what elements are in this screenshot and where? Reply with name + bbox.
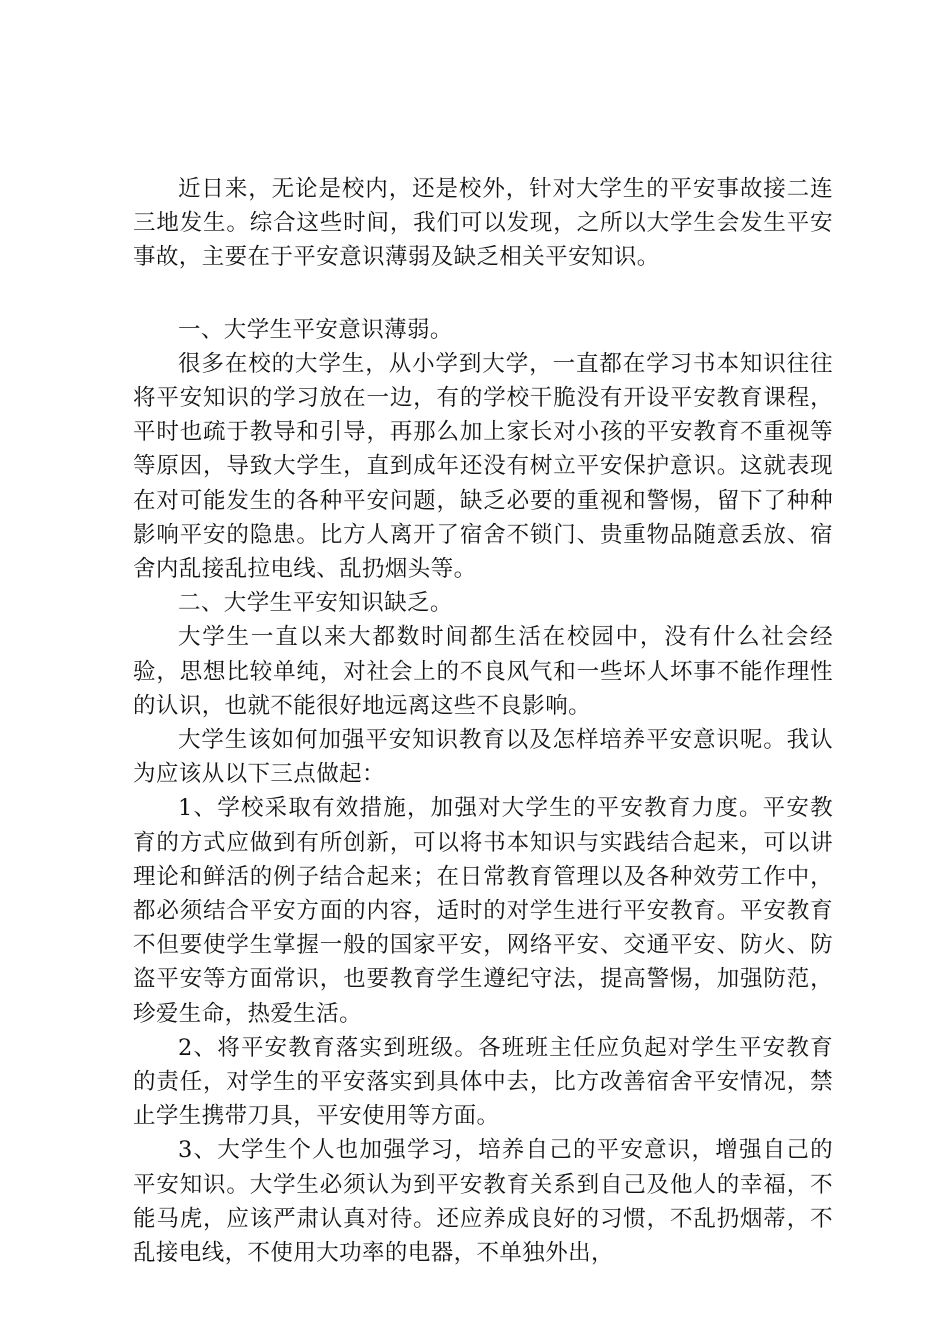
paragraph-question: 大学生该如何加强平安知识教育以及怎样培养平安意识呢。我认为应该从以下三点做起： <box>133 727 833 788</box>
intro-paragraph: 近日来，无论是校内，还是校外，针对大学生的平安事故接二连三地发生。综合这些时间，我们可以发现，之所以大学生会发生平安事故，主要在于平安意识薄弱及缺乏相关平安知识。 <box>133 176 833 271</box>
paragraph-point-3: 3、大学生个人也加强学习，培养自己的平安意识，增强自己的平安知识。大学生必须认为到平安教育关系到自己及他人的幸福，不能马虎，应该严肃认真对待。还应养成良好的习惯，不乱扔烟蒂，不乱接电线，不使用大功率的电器，不单独外出， <box>133 1137 833 1267</box>
section-heading-safety-awareness: 一、大学生平安意识薄弱。 <box>178 316 453 343</box>
paragraph-point-1: 1、学校采取有效措施，加强对大学生的平安教育力度。平安教育的方式应做到有所创新，可以将书本知识与实践结合起来，可以讲理论和鲜活的例子结合起来；在日常教育管理以及各种效劳工作中，都必须结合平安方面的内容，适时的对学生进行平安教育。平安教育不但要使学生掌握一般的国家平安，网络平安、交通平安、防火、防盗平安等方面常识，也要教育学生遵纪守法，提高警惕，加强防范，珍爱生命，热爱生活。 <box>133 795 833 1027</box>
paragraph-knowledge-detail: 大学生一直以来大都数时间都生活在校园中，没有什么社会经验，思想比较单纯，对社会上的不良风气和一些坏人坏事不能作理性的认识，也就不能很好地远离这些不良影响。 <box>133 624 833 719</box>
section-heading-safety-knowledge: 二、大学生平安知识缺乏。 <box>178 590 453 617</box>
document-body <box>133 172 833 1270</box>
paragraph-point-2: 2、将平安教育落实到班级。各班班主任应负起对学生平安教育的责任，对学生的平安落实到具体中去，比方改善宿舍平安情况，禁止学生携带刀具，平安使用等方面。 <box>133 1034 833 1130</box>
paragraph-awareness-detail: 很多在校的大学生，从小学到大学，一直都在学习书本知识往往将平安知识的学习放在一边，有的学校干脆没有开设平安教育课程，平时也疏于教导和引导，再那么加上家长对小孩的平安教育不重视等等原因，导致大学生，直到成年还没有树立平安保护意识。这就表现在对可能发生的各种平安问题，缺乏必要的重视和警惕，留下了种种影响平安的隐患。比方人离开了宿舍不锁门、贵重物品随意丢放、宿舍内乱接乱拉电线、乱扔烟头等。 <box>133 350 833 583</box>
